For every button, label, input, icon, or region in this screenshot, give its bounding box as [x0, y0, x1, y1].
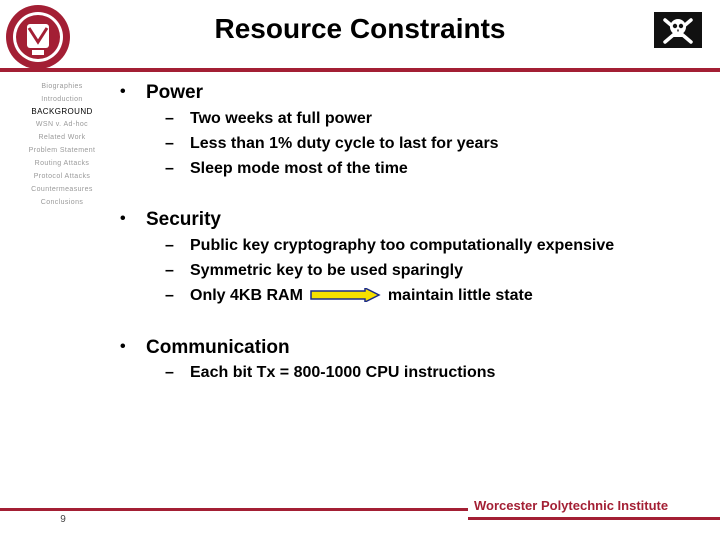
sidebar-item-biographies[interactable]: Biographies: [41, 83, 83, 90]
sidebar-item-problem-statement[interactable]: Problem Statement: [28, 147, 96, 154]
sub-point-arrow: – Only 4KB RAM maintain little state: [165, 287, 533, 304]
bullet-heading: Power: [146, 82, 204, 103]
skull-crossbones-icon: [654, 12, 702, 48]
sub-point: – Each bit Tx = 800-1000 CPU instructions: [165, 364, 496, 381]
sub-point: – Two weeks at full power: [165, 110, 372, 127]
sub-point: – Public key cryptography too computationally expensive: [165, 237, 615, 254]
sidebar-item-wsn-v-adhoc[interactable]: WSN v. Ad-hoc: [35, 121, 89, 128]
sub-point: – Less than 1% duty cycle to last for years: [165, 135, 499, 152]
footer-institute-name: Worcester Polytechnic Institute: [474, 498, 669, 513]
header-divider: [0, 68, 720, 72]
sidebar-item-protocol-attacks[interactable]: Protocol Attacks: [33, 173, 91, 180]
bullet-heading: Security: [146, 209, 221, 230]
sidebar-item-countermeasures[interactable]: Countermeasures: [31, 186, 93, 193]
footer-divider: [0, 508, 470, 511]
bullet-communication: • Communication: [120, 337, 290, 358]
bullet-security: • Security: [120, 209, 221, 230]
sidebar-item-conclusions[interactable]: Conclusions: [40, 199, 84, 206]
sidebar-item-related-work[interactable]: Related Work: [38, 134, 86, 141]
slide-title: Resource Constraints: [214, 13, 506, 44]
sub-point: – Symmetric key to be used sparingly: [165, 262, 463, 279]
sidebar-item-background[interactable]: BACKGROUND: [31, 107, 93, 116]
wpi-seal-icon: [5, 4, 71, 70]
page-number: 9: [60, 514, 66, 525]
bullet-heading: Communication: [146, 337, 290, 358]
sub-point: – Sleep mode most of the time: [165, 160, 408, 177]
right-arrow-icon: [309, 288, 381, 302]
sidebar-item-introduction[interactable]: Introduction: [41, 96, 83, 103]
bullet-power: • Power: [120, 82, 204, 103]
sidebar-item-routing-attacks[interactable]: Routing Attacks: [34, 160, 90, 167]
